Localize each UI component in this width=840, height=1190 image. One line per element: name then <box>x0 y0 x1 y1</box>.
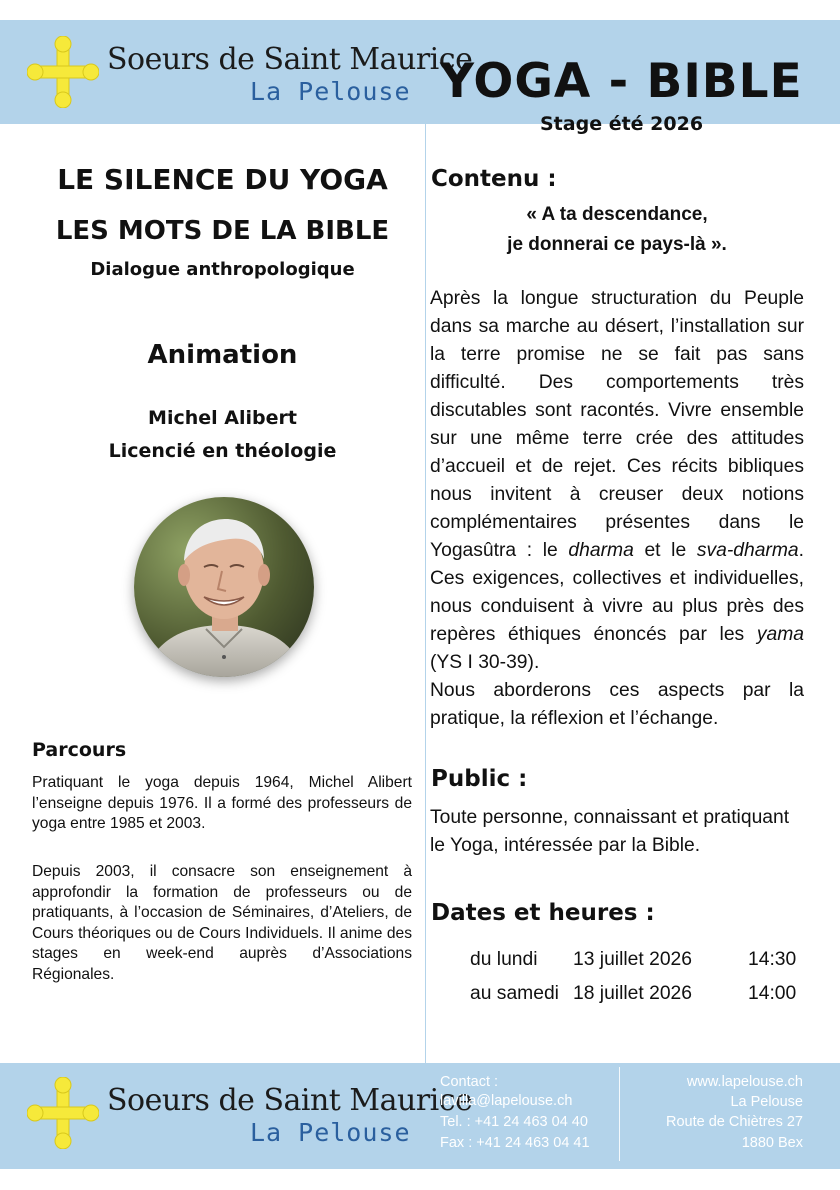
address-city: 1880 Bex <box>741 1135 803 1151</box>
title-line-2: LES MOTS DE LA BIBLE <box>55 216 390 246</box>
footer-band <box>0 1063 840 1169</box>
address-name: La Pelouse <box>730 1094 803 1110</box>
cross-logo-icon <box>27 1077 99 1149</box>
brand-subname: La Pelouse <box>250 77 411 106</box>
address-street: Route de Chiètres 27 <box>665 1114 803 1130</box>
term-dharma: dharma <box>568 540 634 561</box>
animation-label: Animation <box>147 340 298 370</box>
page-title: YOGA - BIBLE <box>440 54 803 109</box>
contenu-body <box>430 285 804 733</box>
parcours-heading: Parcours <box>32 739 127 761</box>
body-text: Après la longue structuration du Peuple dans sa marche au désert, l’installation sur la terre promise ne se fait pas sans difficulté. Des comportements très discutables sont racontés. Vivre ensemble sur une même terre crée des attitudes d’accueil et de rejet. Ces récits bibliques nous invitent à creuser deux notions complémentaires présentes dans le Yogasûtra : le <box>430 288 804 561</box>
footer-brand-subname: La Pelouse <box>250 1118 411 1147</box>
body-text: . Ces exigences, collectives et individuelles, nous conduisent à vivre au plus près des repères éthiques énoncés par les <box>430 540 804 645</box>
public-text: Toute personne, connaissant et pratiquant le Yoga, intéressée par la Bible. <box>430 807 790 856</box>
term-yama: yama <box>756 624 804 645</box>
footer-divider <box>619 1067 620 1161</box>
body-text: (YS I 30-39). <box>430 652 540 673</box>
body-text: et le <box>633 540 697 561</box>
date-row-2-time: 14:00 <box>748 983 797 1004</box>
public-heading: Public : <box>431 766 528 792</box>
term-sva-dharma: sva-dharma <box>696 540 799 561</box>
quote-line-1: « A ta descendance, <box>526 204 708 225</box>
animator-name: Michel Alibert <box>148 407 297 429</box>
date-row-1-date: 13 juillet 2026 <box>573 949 692 970</box>
contact-tel: Tel. : +41 24 463 04 40 <box>440 1114 588 1130</box>
footer-brand-name: Soeurs de Saint Maurice <box>107 1083 473 1118</box>
contact-email[interactable]: lavilla@lapelouse.ch <box>440 1093 573 1109</box>
parcours-paragraph-2: Depuis 2003, il consacre son enseignement à approfondir la formation de professeurs ou de pratiquants, à l’occasion de Séminaires, d’Ateliers, de Cours théoriques ou de Cours Individuels. Il anime des stages en week-end auprès d’Associations Régionales. <box>32 863 412 983</box>
title-subtitle: Dialogue anthropologique <box>90 259 355 280</box>
animator-portrait <box>134 497 314 677</box>
contact-fax: Fax : +41 24 463 04 41 <box>440 1135 590 1151</box>
website-link[interactable]: www.lapelouse.ch <box>686 1074 803 1090</box>
date-row-2-day: au samedi <box>470 983 559 1004</box>
page-subtitle: Stage été 2026 <box>540 113 704 135</box>
animator-credential: Licencié en théologie <box>108 440 337 462</box>
column-divider <box>425 124 426 1063</box>
contact-label: Contact : <box>440 1074 499 1090</box>
dates-heading: Dates et heures : <box>431 900 655 926</box>
parcours-paragraph-1: Pratiquant le yoga depuis 1964, Michel Alibert l’enseigne depuis 1976. Il a formé des professeurs de yoga entre 1985 et 2003. <box>32 774 412 833</box>
header-band <box>0 20 840 135</box>
date-row-2-date: 18 juillet 2026 <box>573 983 692 1004</box>
brand-name: Soeurs de Saint Maurice <box>107 42 473 77</box>
quote-line-2: je donnerai ce pays-là ». <box>507 234 727 255</box>
body-closing: Nous aborderons ces aspects par la pratique, la réflexion et l’échange. <box>430 680 804 729</box>
date-row-1-day: du lundi <box>470 949 538 970</box>
contenu-heading: Contenu : <box>431 166 557 192</box>
date-row-1-time: 14:30 <box>748 949 797 970</box>
title-line-1: LE SILENCE DU YOGA <box>57 163 388 196</box>
cross-logo-icon <box>27 36 99 108</box>
